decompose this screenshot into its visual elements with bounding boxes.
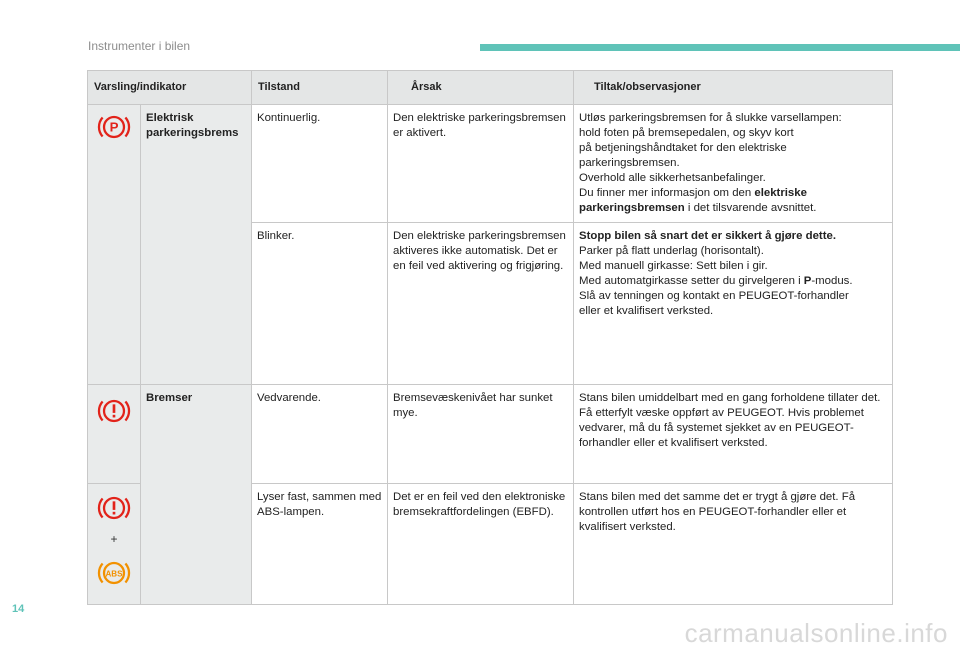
action-text: Stans bilen umiddelbart med en gang forholdene tillater det. Få etterfylt væske oppført av PEUGEOT. Hvis problemet vedvarer, må du få systemet sjekket av en PEUGEOT-forhandler eller et kvalifisert verksted.: [574, 385, 893, 484]
action-text: Stans bilen med det samme det er trygt å gjøre det. Få kontrollen utført hos en PEUGEOT-forhandler eller et kvalifisert verksted.: [574, 484, 893, 605]
brake-warning-icon: [95, 395, 133, 427]
state-text: Blinker.: [252, 223, 388, 385]
abs-warning-icon: [95, 557, 133, 589]
state-text: Kontinuerlig.: [252, 105, 388, 223]
col-header-action: Tiltak/observasjoner: [574, 71, 893, 105]
section-title: Instrumenter i bilen: [88, 39, 191, 53]
table-row: [88, 105, 893, 223]
table-row: [88, 385, 893, 484]
svg-text:P: P: [109, 119, 119, 135]
col-header-indicator: Varsling/indikator: [88, 71, 252, 105]
state-text: Lyser fast, sammen med ABS-lampen.: [252, 484, 388, 605]
brake-warning-icon: [95, 492, 133, 524]
action-text: Utløs parkeringsbremsen for å slukke varsellampen: hold foten på bremsepedalen, og skyv kort på betjeningshåndtaket for den elektriske parkeringsbremsen. Overhold alle sikkerhetsanbefalinger. Du finner mer informasjon om den elektriske parkeringsbremsen i det tilsvarende avsnittet.: [574, 105, 893, 223]
page-number: 14: [12, 603, 25, 615]
indicator-icon-cell: [88, 484, 141, 605]
col-header-cause: Årsak: [388, 71, 574, 105]
table-header-row: [88, 71, 893, 105]
parking-brake-warning-icon: [95, 111, 133, 143]
header-accent-bar: [480, 44, 960, 51]
watermark: carmanualsonline.info: [684, 618, 948, 648]
cause-text: Bremsevæskenivået har sunket mye.: [388, 385, 574, 484]
indicator-icon-cell: [88, 105, 141, 385]
svg-text:ABS: ABS: [105, 569, 123, 579]
state-text: Vedvarende.: [252, 385, 388, 484]
indicator-label: Bremser: [141, 385, 252, 605]
cause-text: Den elektriske parkeringsbremsen aktiveres ikke automatisk. Det er en feil ved aktivering og frigjøring.: [388, 223, 574, 385]
plus-sign: +: [110, 532, 118, 546]
indicator-icon-cell: [88, 385, 141, 484]
cause-text: Den elektriske parkeringsbremsen er aktivert.: [388, 105, 574, 223]
cause-text: Det er en feil ved den elektroniske bremsekraftfordelingen (EBFD).: [388, 484, 574, 605]
col-header-state: Tilstand: [252, 71, 388, 105]
warning-table: [87, 70, 893, 605]
indicator-label: Elektrisk parkeringsbrems: [141, 105, 252, 385]
action-text: Stopp bilen så snart det er sikkert å gjøre dette. Parker på flatt underlag (horisontalt). Med manuell girkasse: Sett bilen i gir. Med automatgirkasse setter du girvelgeren i P-modus. Slå av tenningen og kontakt en PEUGEOT-forhandler eller et kvalifisert verksted.: [574, 223, 893, 385]
